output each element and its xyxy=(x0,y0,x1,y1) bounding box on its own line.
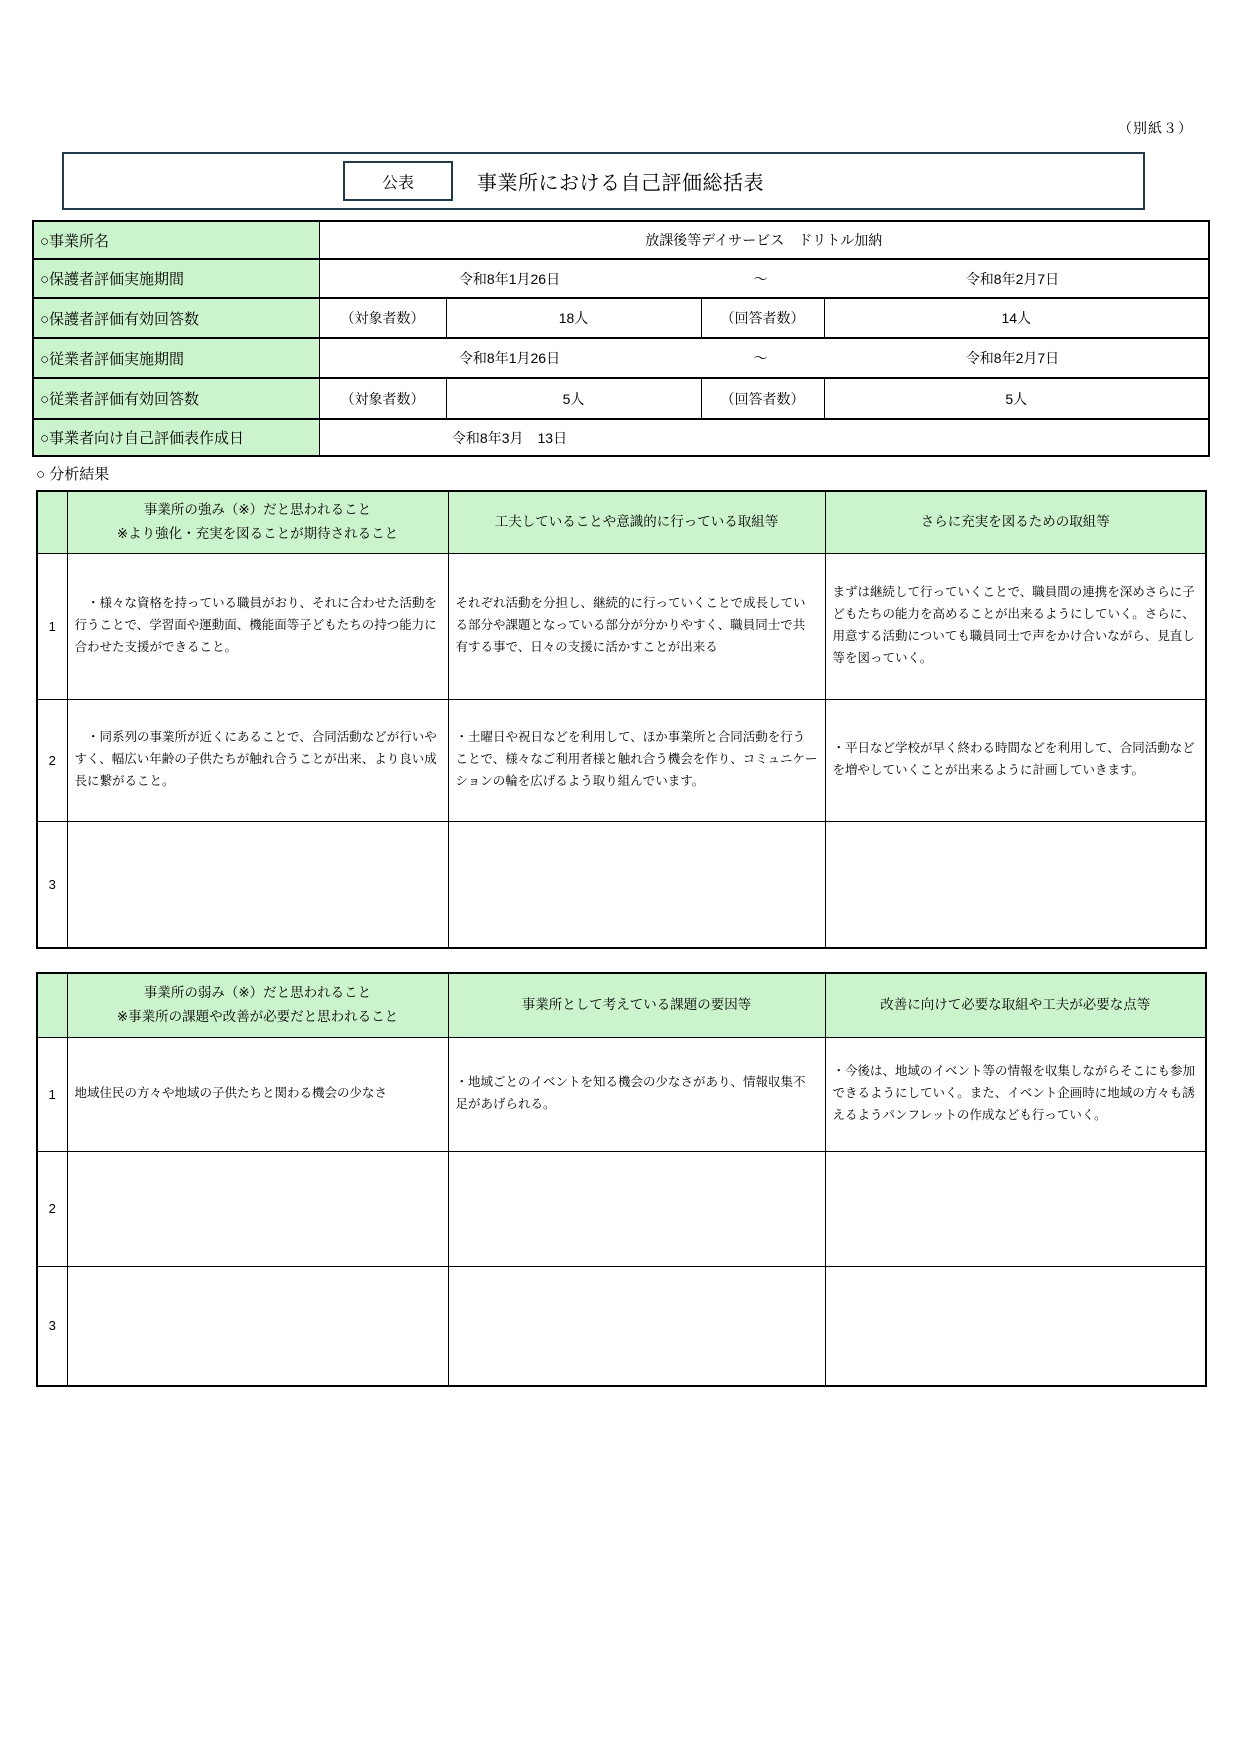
cause-cell xyxy=(448,1266,825,1386)
guardian-period-tilde: ～ xyxy=(753,270,768,287)
strength-cell: ・様々な資格を持っている職員がおり、それに合わせた活動を行うことで、学習面や運動面、機能面等子どもたちの持つ能力に合わせた支援ができること。 xyxy=(67,553,448,699)
row-number: 3 xyxy=(37,1266,67,1386)
improvement-cell xyxy=(825,1266,1206,1386)
row-number: 2 xyxy=(37,1151,67,1266)
weaknesses-row-2 xyxy=(37,1151,1206,1266)
strengths-header-col1 xyxy=(67,491,448,553)
staff-period-from: 令和8年1月26日 xyxy=(458,350,561,366)
strengths-header-col3: さらに充実を図るための取組等 xyxy=(825,491,1206,553)
guardian-target-label: （対象者数） xyxy=(319,298,446,338)
weaknesses-row-1 xyxy=(37,1037,1206,1151)
info-row-office-name xyxy=(33,221,1209,259)
info-row-staff-responses xyxy=(33,378,1209,419)
strength-cell: ・同系列の事業所が近くにあることで、合同活動などが行いやすく、幅広い年齢の子供たちが触れ合うことが出来、より良い成長に繋がること。 xyxy=(67,699,448,821)
enhancement-cell xyxy=(825,821,1206,948)
staff-period-tilde: ～ xyxy=(753,350,768,366)
weaknesses-header-col1 xyxy=(67,973,448,1037)
guardian-period-to: 令和8年2月7日 xyxy=(965,270,1060,287)
selfeval-date-value: 令和8年3月 13日 xyxy=(451,429,568,446)
info-label-selfeval-date: ○事業者向け自己評価表作成日 xyxy=(33,419,319,456)
weaknesses-table xyxy=(36,972,1207,1387)
staff-period-cell xyxy=(319,338,1209,378)
attachment-label: （別紙３） xyxy=(1118,120,1193,136)
row-number: 2 xyxy=(37,699,67,821)
weaknesses-header-col1-line2: ※事業所の課題や改善が必要だと思われること xyxy=(116,1009,399,1025)
staff-target-count: 5人 xyxy=(446,378,701,419)
strengths-header-col1-line2: ※より強化・充実を図ることが期待されること xyxy=(116,526,399,542)
info-row-staff-period xyxy=(33,338,1209,378)
strengths-corner-cell xyxy=(37,491,67,553)
enhancement-cell: まずは継続して行っていくことで、職員間の連携を深めさらに子どもたちの能力を高めることが出来るようにしていく。さらに、用意する活動についても職員同士で声をかけ合いながら、見直し等を図っていく。 xyxy=(825,553,1206,699)
staff-respondent-count: 5人 xyxy=(824,378,1209,419)
guardian-target-count: 18人 xyxy=(446,298,701,338)
strength-cell xyxy=(67,821,448,948)
publication-stamp: 公表 xyxy=(343,161,453,201)
guardian-respondent-label: （回答者数） xyxy=(701,298,824,338)
weaknesses-header-col3: 改善に向けて必要な取組や工夫が必要な点等 xyxy=(825,973,1206,1037)
strengths-row-2 xyxy=(37,699,1206,821)
guardian-period-cell xyxy=(319,259,1209,298)
strengths-header-col2: 工夫していることや意識的に行っている取組等 xyxy=(448,491,825,553)
strengths-header-row xyxy=(37,491,1206,553)
cause-cell xyxy=(448,1151,825,1266)
staff-respondent-label: （回答者数） xyxy=(701,378,824,419)
weaknesses-header-col2: 事業所として考えている課題の要因等 xyxy=(448,973,825,1037)
row-number: 1 xyxy=(37,1037,67,1151)
staff-target-label: （対象者数） xyxy=(319,378,446,419)
analysis-section-label: ○ 分析結果 xyxy=(36,466,110,483)
info-row-selfeval-date xyxy=(33,419,1209,456)
row-number: 1 xyxy=(37,553,67,699)
weakness-cell xyxy=(67,1151,448,1266)
info-label-guardian-responses: ○保護者評価有効回答数 xyxy=(33,298,319,338)
initiative-cell: ・土曜日や祝日などを利用して、ほか事業所と合同活動を行うことで、様々なご利用者様と触れ合う機会を作り、コミュニケーションの輪を広げるよう取り組んでいます。 xyxy=(448,699,825,821)
initiative-cell: それぞれ活動を分担し、継続的に行っていくことで成長している部分や課題となっている部分が分かりやすく、職員同士で共有する事で、日々の支援に活かすことが出来る xyxy=(448,553,825,699)
weakness-cell xyxy=(67,1266,448,1386)
initiative-cell xyxy=(448,821,825,948)
title-box xyxy=(62,152,1145,210)
guardian-period-from: 令和8年1月26日 xyxy=(458,270,561,287)
info-label-staff-responses: ○従業者評価有効回答数 xyxy=(33,378,319,419)
strengths-table xyxy=(36,490,1207,949)
selfeval-date-cell xyxy=(319,419,1209,456)
office-name-value: 放課後等デイサービス ドリトル加納 xyxy=(319,221,1209,259)
strengths-row-3 xyxy=(37,821,1206,948)
info-label-staff-period: ○従業者評価実施期間 xyxy=(33,338,319,378)
weaknesses-row-3 xyxy=(37,1266,1206,1386)
row-number: 3 xyxy=(37,821,67,948)
enhancement-cell: ・平日など学校が早く終わる時間などを利用して、合同活動などを増やしていくことが出来るように計画していきます。 xyxy=(825,699,1206,821)
cause-cell: ・地域ごとのイベントを知る機会の少なさがあり、情報収集不足があげられる。 xyxy=(448,1037,825,1151)
weakness-cell: 地域住民の方々や地域の子供たちと関わる機会の少なさ xyxy=(67,1037,448,1151)
info-label-guardian-period: ○保護者評価実施期間 xyxy=(33,259,319,298)
page-title: 事業所における自己評価総括表 xyxy=(477,172,764,195)
improvement-cell xyxy=(825,1151,1206,1266)
strengths-header-col1-line1: 事業所の強み（※）だと思われること xyxy=(143,501,372,517)
weaknesses-header-col1-line1: 事業所の弱み（※）だと思われること xyxy=(143,984,372,1000)
info-row-guardian-responses xyxy=(33,298,1209,338)
staff-period-to: 令和8年2月7日 xyxy=(965,350,1060,366)
weaknesses-corner-cell xyxy=(37,973,67,1037)
strengths-row-1 xyxy=(37,553,1206,699)
weaknesses-header-row xyxy=(37,973,1206,1037)
info-label-office-name: ○事業所名 xyxy=(33,221,319,259)
office-info-table xyxy=(32,220,1210,457)
guardian-respondent-count: 14人 xyxy=(824,298,1209,338)
improvement-cell: ・今後は、地域のイベント等の情報を収集しながらそこにも参加できるようにしていく。また、イベント企画時に地域の方々も誘えるようパンフレットの作成なども行っていく。 xyxy=(825,1037,1206,1151)
info-row-guardian-period xyxy=(33,259,1209,298)
